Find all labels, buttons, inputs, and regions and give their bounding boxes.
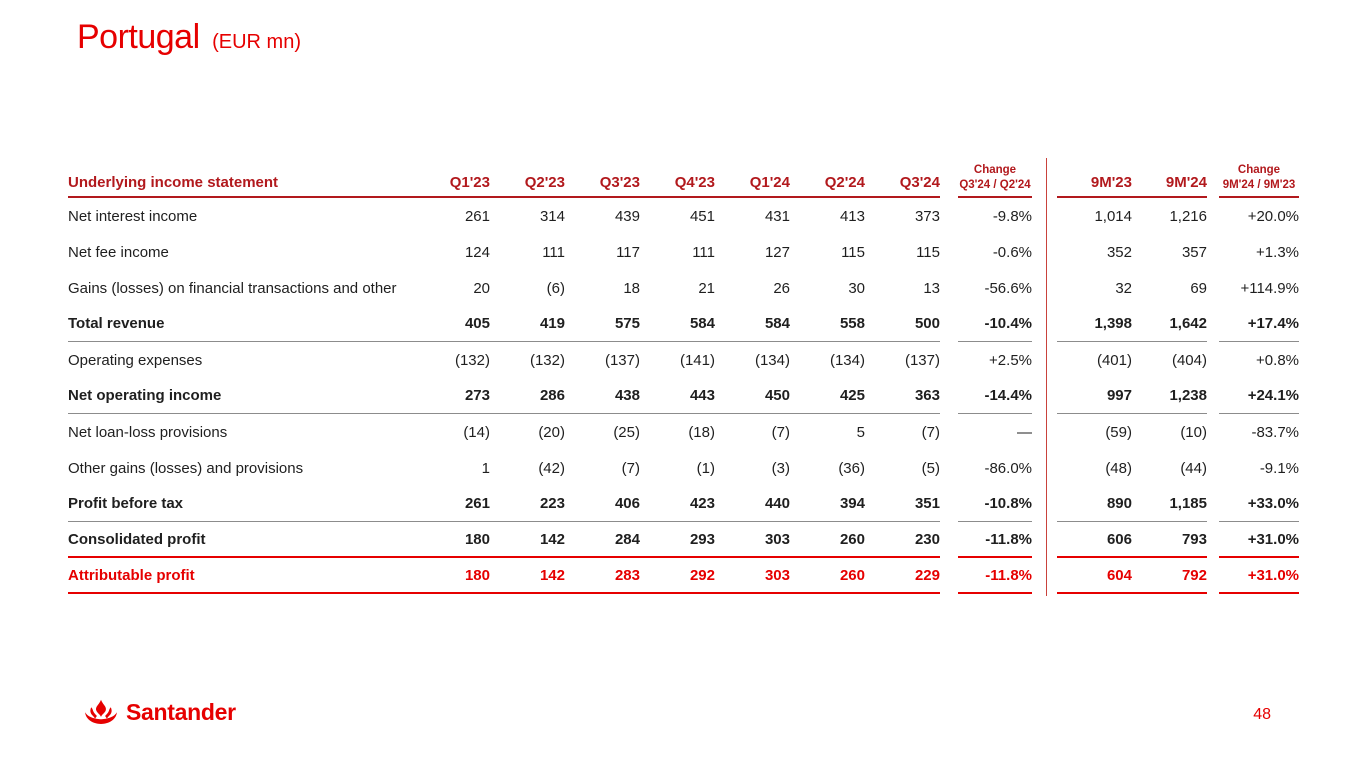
cell-value: 500: [914, 315, 940, 332]
column-header: 9M'23: [1090, 174, 1132, 191]
row-label: Profit before tax: [68, 495, 184, 512]
column-header: Q3'23: [599, 174, 640, 191]
cell-value: 443: [689, 387, 715, 404]
cell-change-9m: -83.7%: [1251, 423, 1299, 441]
row-label: Gains (losses) on financial transactions and other: [68, 279, 397, 297]
cell-value: (141): [679, 351, 715, 369]
cell-value: 261: [464, 495, 490, 512]
column-header: 9M'24: [1165, 174, 1207, 191]
cell-value: 229: [914, 566, 940, 584]
cell-period-value: (44): [1180, 459, 1207, 477]
cell-value: 413: [839, 207, 865, 225]
cell-period-value: 890: [1106, 495, 1132, 512]
table-row: [68, 378, 1299, 414]
cell-value: 273: [464, 387, 490, 404]
column-header: Q1'24: [749, 174, 790, 191]
column-header: Q1'23: [449, 174, 490, 191]
row-label: Net operating income: [68, 387, 222, 404]
cell-period-value: 1,216: [1169, 207, 1207, 225]
table-row: [68, 306, 1299, 342]
cell-value: 363: [914, 387, 940, 404]
cell-value: 423: [689, 495, 715, 512]
cell-value: 431: [764, 207, 790, 225]
cell-change-9m: +114.9%: [1240, 279, 1299, 297]
table-row: [68, 450, 1299, 486]
page-title: [77, 18, 301, 57]
row-label: Attributable profit: [68, 566, 195, 584]
cell-value: (1): [696, 459, 715, 477]
cell-value: 111: [692, 243, 715, 261]
cell-value: 127: [764, 243, 790, 261]
header-group-change-q: [958, 156, 1032, 198]
cell-value: 124: [464, 243, 490, 261]
row-label: Net interest income: [68, 207, 198, 225]
page-number: 48: [1253, 706, 1271, 723]
header-group-quarters: [68, 156, 940, 198]
cell-value: 303: [764, 530, 790, 548]
row-label: Total revenue: [68, 315, 165, 332]
cell-value: 115: [916, 243, 940, 261]
cell-period-value: 357: [1181, 243, 1207, 261]
table-row: [68, 558, 1299, 594]
cell-value: 180: [464, 530, 490, 548]
cell-value: 451: [689, 207, 715, 225]
cell-value: 26: [773, 279, 790, 297]
cell-value: (137): [604, 351, 640, 369]
cell-change-q: +2.5%: [989, 351, 1032, 369]
change-q-periods: Q3'24 / Q2'24: [959, 179, 1031, 191]
column-header: Q2'24: [824, 174, 865, 191]
table-row: [68, 198, 1299, 234]
table-title: Underlying income statement: [68, 174, 279, 191]
cell-value: (134): [754, 351, 790, 369]
cell-value: 558: [839, 315, 865, 332]
cell-change-q: -56.6%: [984, 279, 1032, 297]
cell-value: 142: [539, 530, 565, 548]
cell-change-9m: +0.8%: [1256, 351, 1299, 369]
cell-period-value: 604: [1106, 566, 1132, 584]
logo-wordmark: Santander: [126, 698, 236, 725]
cell-value: 260: [839, 530, 865, 548]
cell-value: (25): [613, 423, 640, 441]
change-9m-header: [1219, 164, 1299, 191]
cell-change-9m: -9.1%: [1259, 459, 1299, 477]
cell-value: (42): [538, 459, 565, 477]
cell-value: 1: [481, 459, 490, 477]
cell-period-value: 792: [1181, 566, 1207, 584]
cell-value: 438: [614, 387, 640, 404]
cell-value: (36): [838, 459, 865, 477]
cell-change-q: -10.8%: [984, 495, 1032, 512]
cell-value: 425: [839, 387, 865, 404]
cell-value: (14): [463, 423, 490, 441]
cell-value: 117: [616, 243, 640, 261]
cell-value: 5: [856, 423, 865, 441]
cell-period-value: 69: [1190, 279, 1207, 297]
cell-value: 286: [539, 387, 565, 404]
cell-period-value: 1,398: [1094, 315, 1132, 332]
table-row: [68, 414, 1299, 450]
cell-period-value: (401): [1096, 351, 1132, 369]
flame-icon: [84, 698, 118, 726]
cell-value: (6): [546, 279, 565, 297]
cell-value: 21: [698, 279, 715, 297]
cell-value: 584: [689, 315, 715, 332]
income-statement-table: [68, 156, 1299, 594]
cell-value: (7): [771, 423, 790, 441]
cell-value: 284: [614, 530, 640, 548]
income-table-body: [68, 198, 1299, 594]
cell-value: 292: [689, 566, 715, 584]
cell-value: (134): [829, 351, 865, 369]
cell-change-q: -0.6%: [992, 243, 1032, 261]
column-header: Q4'23: [674, 174, 715, 191]
table-row: [68, 522, 1299, 558]
cell-value: 584: [764, 315, 790, 332]
cell-change-9m: +1.3%: [1256, 243, 1299, 261]
cell-value: 450: [764, 387, 790, 404]
cell-value: 303: [764, 566, 790, 584]
cell-value: 260: [839, 566, 865, 584]
cell-period-value: 793: [1181, 530, 1207, 548]
table-row: [68, 342, 1299, 378]
cell-value: 30: [848, 279, 865, 297]
cell-period-value: (10): [1180, 423, 1207, 441]
cell-change-9m: +31.0%: [1247, 566, 1299, 584]
cell-value: 293: [689, 530, 715, 548]
cell-value: (18): [688, 423, 715, 441]
cell-value: (5): [921, 459, 940, 477]
cell-change-q: -11.8%: [985, 566, 1032, 584]
cell-change-q: —: [1017, 423, 1032, 441]
cell-value: (3): [771, 459, 790, 477]
cell-period-value: 1,642: [1169, 315, 1207, 332]
cell-period-value: 1,185: [1169, 495, 1207, 512]
change-label: Change: [973, 164, 1017, 176]
cell-value: 18: [623, 279, 640, 297]
cell-value: 142: [539, 566, 565, 584]
cell-value: 575: [614, 315, 640, 332]
cell-value: (132): [454, 351, 490, 369]
cell-value: 111: [542, 243, 565, 261]
cell-value: 406: [614, 495, 640, 512]
change-label: Change: [1237, 164, 1281, 176]
santander-logo: [84, 698, 236, 726]
cell-value: 314: [539, 207, 565, 225]
table-header-row: [68, 156, 1299, 198]
cell-value: (7): [921, 423, 940, 441]
cell-value: (132): [529, 351, 565, 369]
cell-change-9m: +20.0%: [1247, 207, 1299, 225]
row-label: Net fee income: [68, 243, 169, 261]
cell-period-value: 1,238: [1169, 387, 1207, 404]
cell-value: 351: [914, 495, 940, 512]
cell-value: 20: [473, 279, 490, 297]
cell-change-q: -9.8%: [992, 207, 1032, 225]
row-label: Operating expenses: [68, 351, 203, 369]
cell-change-9m: +31.0%: [1247, 530, 1299, 548]
cell-value: 405: [464, 315, 490, 332]
cell-value: (137): [904, 351, 940, 369]
header-group-change-9m: [1219, 156, 1299, 198]
row-label: Consolidated profit: [68, 530, 206, 548]
cell-value: 439: [614, 207, 640, 225]
cell-value: 440: [764, 495, 790, 512]
cell-period-value: 352: [1106, 243, 1132, 261]
table-row: [68, 270, 1299, 306]
cell-period-value: 32: [1115, 279, 1132, 297]
row-label: Other gains (losses) and provisions: [68, 459, 304, 477]
cell-change-q: -10.4%: [984, 315, 1032, 332]
change-9m-periods: 9M'24 / 9M'23: [1222, 179, 1296, 191]
cell-change-q: -86.0%: [984, 459, 1032, 477]
slide-subtitle: (EUR mn): [212, 31, 301, 53]
cell-value: 13: [923, 279, 940, 297]
cell-value: 283: [614, 566, 640, 584]
column-header: Q3'24: [899, 174, 940, 191]
quarter-period-divider: [1046, 158, 1047, 596]
cell-value: 180: [464, 566, 490, 584]
cell-change-9m: +17.4%: [1247, 315, 1299, 332]
cell-value: 261: [464, 207, 490, 225]
cell-value: 223: [539, 495, 565, 512]
cell-value: 230: [914, 530, 940, 548]
cell-change-9m: +33.0%: [1247, 495, 1299, 512]
cell-value: (20): [538, 423, 565, 441]
cell-change-q: -14.4%: [984, 387, 1032, 404]
cell-period-value: 1,014: [1094, 207, 1132, 225]
table-row: [68, 234, 1299, 270]
slide-title: Portugal: [77, 18, 200, 56]
cell-change-9m: +24.1%: [1247, 387, 1299, 404]
cell-value: 394: [839, 495, 865, 512]
cell-value: 115: [841, 243, 865, 261]
cell-value: 419: [539, 315, 565, 332]
cell-value: 373: [914, 207, 940, 225]
cell-period-value: (59): [1105, 423, 1132, 441]
header-group-periods: [1057, 156, 1207, 198]
change-q-header: [958, 164, 1032, 191]
cell-period-value: 606: [1106, 530, 1132, 548]
cell-value: (7): [621, 459, 640, 477]
cell-change-q: -11.8%: [985, 530, 1032, 548]
cell-period-value: 997: [1106, 387, 1132, 404]
row-label: Net loan-loss provisions: [68, 423, 228, 441]
cell-period-value: (48): [1105, 459, 1132, 477]
table-row: [68, 486, 1299, 522]
column-header: Q2'23: [524, 174, 565, 191]
cell-period-value: (404): [1171, 351, 1207, 369]
